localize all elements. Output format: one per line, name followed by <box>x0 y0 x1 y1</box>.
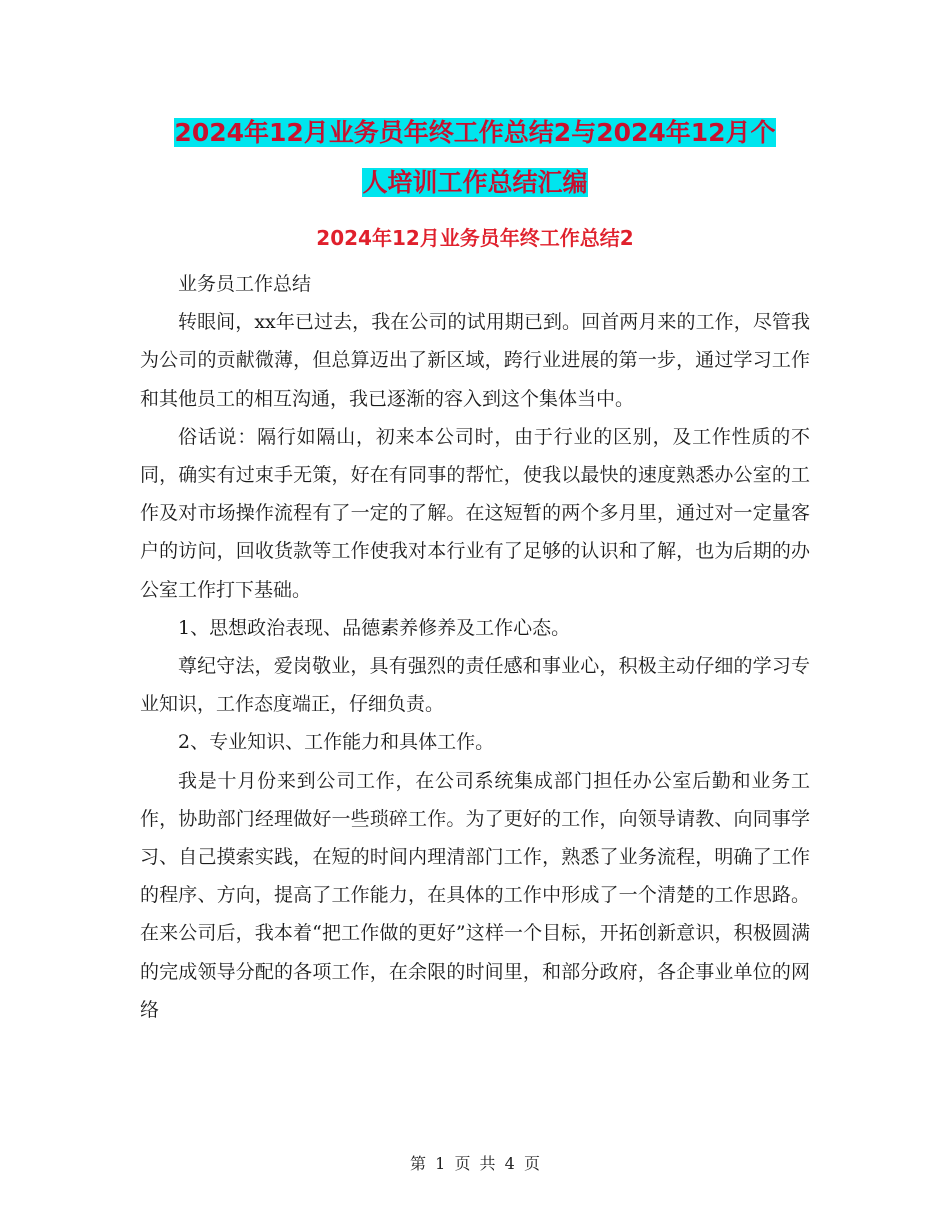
footer-page-current: 1 <box>435 1154 446 1173</box>
footer-label-gong: 共 <box>479 1154 496 1173</box>
document-title <box>140 108 810 208</box>
footer-label-ye: 页 <box>454 1154 471 1173</box>
paragraph: 转眼间，xx年已过去，我在公司的试用期已到。回首两月来的工作，尽管我为公司的贡献微薄，但总算迈出了新区域，跨行业进展的第一步，通过学习工作和其他员工的相互沟通，我已逐渐的容入到这个集体当中。 <box>140 311 810 410</box>
document-title-line-1: 2024年12月业务员年终工作总结2与2024年12月个 <box>174 118 776 147</box>
footer-label-ye-2: 页 <box>523 1154 540 1173</box>
page-footer <box>0 1152 950 1176</box>
document-body <box>140 265 810 1029</box>
paragraph: 尊纪守法，爱岗敬业，具有强烈的责任感和事业心，积极主动仔细的学习专业知识，工作态度端正，仔细负责。 <box>140 655 810 716</box>
paragraph: 俗话说：隔行如隔山，初来本公司时，由于行业的区别，及工作性质的不同，确实有过束手无策，好在有同事的帮忙，使我以最快的速度熟悉办公室的工作及对市场操作流程有了一定的了解。在这短暂的两个多月里，通过对一定量客户的访问，回收货款等工作使我对本行业有了足够的认识和了解，也为后期的办公室工作打下基础。 <box>140 425 810 601</box>
document-title-line-2: 人培训工作总结汇编 <box>362 168 588 197</box>
paragraph: 业务员工作总结 <box>178 273 312 295</box>
footer-label-di: 第 <box>410 1154 427 1173</box>
section-title: 2024年12月业务员年终工作总结2 <box>316 226 634 250</box>
paragraph: 1、思想政治表现、品德素养修养及工作心态。 <box>178 616 571 639</box>
footer-page-total: 4 <box>504 1154 515 1173</box>
paragraph: 2、专业知识、工作能力和具体工作。 <box>178 731 495 754</box>
paragraph: 我是十月份来到公司工作，在公司系统集成部门担任办公室后勤和业务工作，协助部门经理做好一些琐碎工作。为了更好的工作，向领导请教、向同事学习、自己摸索实践，在短的时间内理清部门工作，熟悉了业务流程，明确了工作的程序、方向，提高了工作能力，在具体的工作中形成了一个清楚的工作思路。在来公司后，我本着“把工作做的更好”这样一个目标，开拓创新意识，积极圆满的完成领导分配的各项工作，在余限的时间里，和部分政府，各企事业单位的网络 <box>140 769 810 1021</box>
